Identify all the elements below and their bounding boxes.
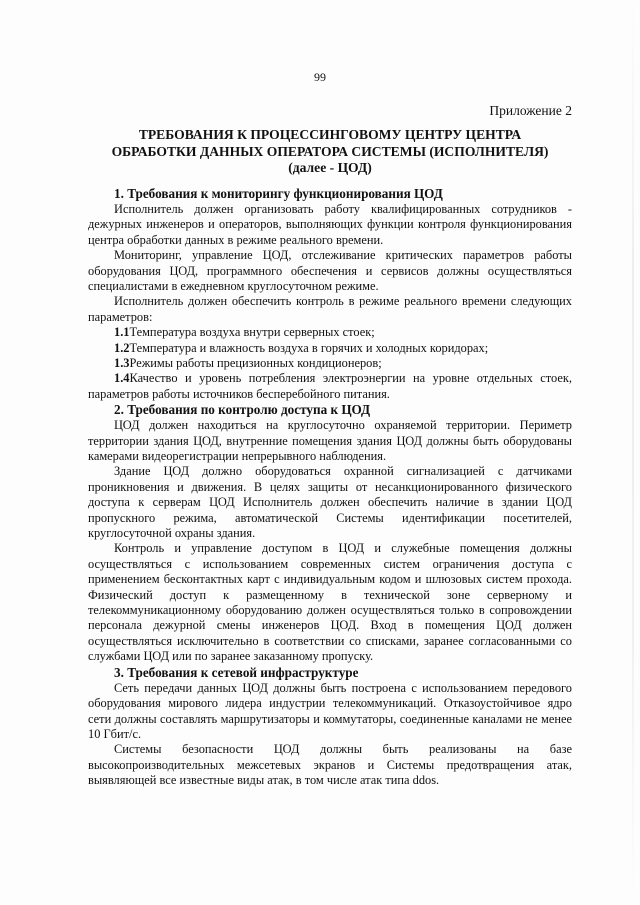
title-line-2: ОБРАБОТКИ ДАННЫХ ОПЕРАТОРА СИСТЕМЫ (ИСПОЛНИТЕЛЯ) — [111, 143, 549, 159]
page-number: 99 — [314, 70, 326, 84]
list-text: Температура и влажность воздуха в горячих и холодных коридорах; — [129, 340, 489, 355]
list-text: Качество и уровень потребления электроэнергии на уровне отдельных стоек, параметров работы источников бесперебойного питания. — [88, 371, 572, 401]
section-1-heading: 1. Требования к мониторингу функционирования ЦОД — [114, 185, 443, 201]
document-title — [88, 127, 572, 177]
list-text: Температура воздуха внутри серверных стоек; — [129, 325, 375, 340]
section-2-paragraph-2: Здание ЦОД должно оборудоваться охранной сигнализацией с датчиками проникновения и движения. В целях защиты от несанкционированного физического доступа к серверам ЦОД Исполнитель должен обеспечить наличие в здании ЦОД пропускного режима, автоматической Системы идентификации посетителей, круглосуточной охраны здания. — [88, 464, 572, 541]
appendix-label: Приложение 2 — [489, 103, 572, 118]
title-line-3: (далее - ЦОД) — [288, 160, 372, 176]
scan-edge-shadow — [632, 0, 634, 905]
list-text: Режимы работы прецизионных кондиционеров; — [129, 355, 382, 370]
section-2-paragraph-1: ЦОД должен находиться на круглосуточно охраняемой территории. Периметр территории здания ЦОД, внутренние помещения здания ЦОД должны быть оборудованы камерами видеорегистрации непрерывного наблюдения. — [88, 418, 572, 463]
list-number: 1.1 — [114, 325, 130, 340]
list-number: 1.2 — [114, 340, 130, 355]
section-3-heading: 3. Требования к сетевой инфраструктуре — [114, 664, 359, 680]
document-body — [88, 103, 572, 789]
parameter-item-1-2 — [88, 341, 572, 356]
section-3-paragraph-1: Сеть передачи данных ЦОД должны быть построена с использованием передового оборудования мирового лидера индустрии телекоммуникаций. Отказоустойчивое ядро сети должны составлять маршрутизаторы и коммутаторы, соединенные каналами не менее 10 Гбит/с. — [88, 680, 572, 741]
section-3-paragraph-2: Системы безопасности ЦОД должны быть реализованы на базе высокопроизводительных межсетевых экранов и Системы предотвращения атак, выявляющей все известные виды атак, в том числе атак типа ddos. — [88, 742, 572, 788]
parameter-item-1-4 — [88, 371, 572, 402]
parameter-item-1-3 — [88, 356, 572, 371]
section-1-paragraph-3: Исполнитель должен обеспечить контроль в режиме реального времени следующих параметров: — [88, 294, 572, 324]
section-1-paragraph-1: Исполнитель должен организовать работу квалифицированных сотрудников - дежурных инженеров и операторов, выполняющих функции контроля функционирования центра обработки данных в режиме реального времени. — [88, 201, 572, 247]
list-number: 1.3 — [114, 355, 130, 370]
section-2-paragraph-3: Контроль и управление доступом в ЦОД и служебные помещения должны осуществляться с использованием современных систем ограничения доступа с применением бесконтактных карт с индивидуальным кодом и шлюзовых систем прохода. Физический доступ к размещенному в технической зоне серверному и телекоммуникационному оборудованию должен осуществляться только в сопровождении персонала дежурной смены инженеров ЦОД. Вход в помещения ЦОД должен осуществляться исключительно в соответствии со списками, заранее согласованными со службами ЦОД или по заранее заказанному пропуску. — [88, 541, 572, 664]
section-1-paragraph-2: Мониторинг, управление ЦОД, отслеживание критических параметров работы оборудования ЦОД, программного обеспечения и сервисов должны осуществляться специалистами в ежедневном круглосуточном режиме. — [88, 248, 572, 293]
title-line-1: ТРЕБОВАНИЯ К ПРОЦЕССИНГОВОМУ ЦЕНТРУ ЦЕНТРА — [138, 127, 522, 143]
list-number: 1.4 — [114, 371, 130, 386]
section-2-heading: 2. Требования по контролю доступа к ЦОД — [114, 402, 371, 418]
parameter-item-1-1 — [88, 325, 572, 340]
